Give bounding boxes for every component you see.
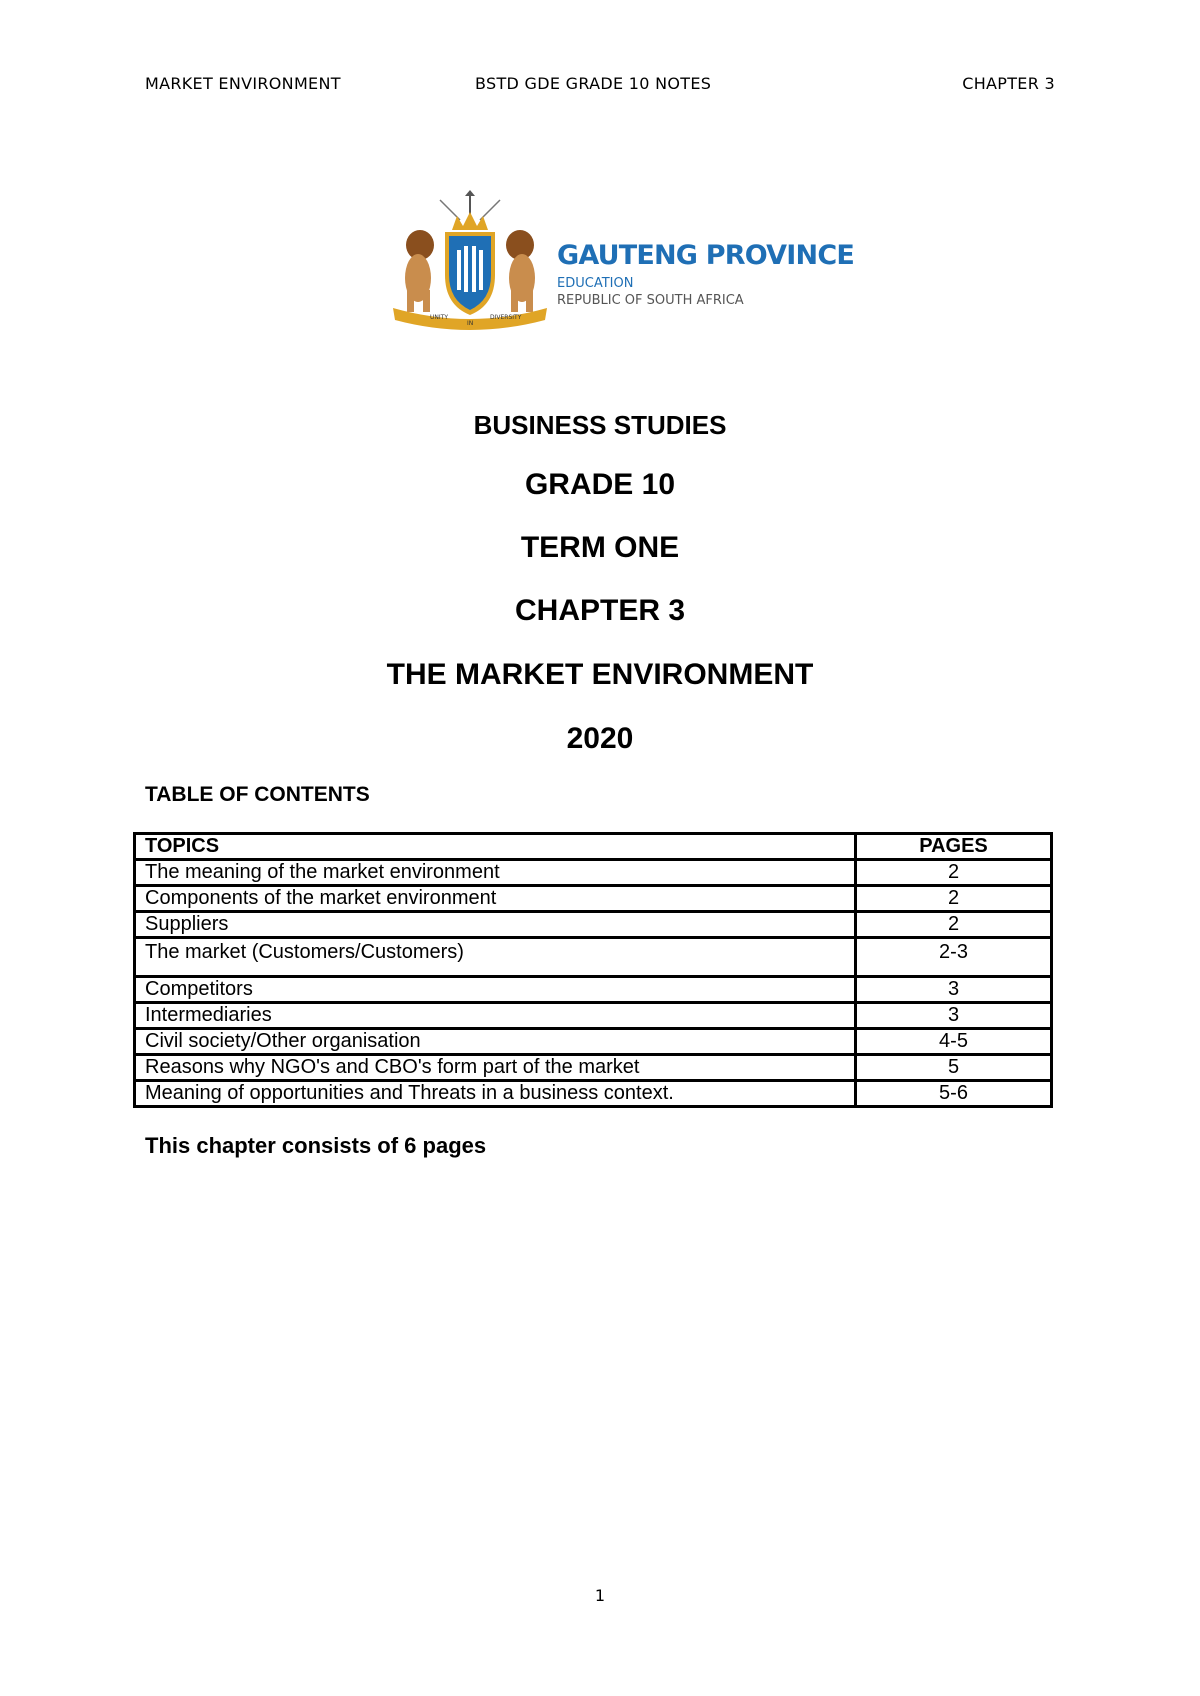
toc-pages: 3 [856,1003,1052,1029]
toc-pages: 5 [856,1055,1052,1081]
table-row [135,1055,1052,1081]
table-row [135,1081,1052,1107]
coat-of-arms-icon [385,190,555,330]
toc-pages: 2 [856,886,1052,912]
toc-topic: Competitors [135,977,856,1003]
chapter-title: CHAPTER 3 [514,594,686,627]
toc-topic: Civil society/Other organisation [135,1029,856,1055]
year-title: 2020 [566,722,634,755]
toc-topic: Components of the market environment [135,886,856,912]
motto-center: IN [467,320,474,327]
chapter-page-count-note: This chapter consists of 6 pages [145,1133,487,1158]
toc-topic: The market (Customers/Customers) [135,938,856,977]
logo-text [557,240,854,309]
table-row [135,886,1052,912]
motto-right: DIVERSITY [490,314,522,321]
toc-pages: 2 [856,860,1052,886]
header-left: MARKET ENVIRONMENT [145,74,341,93]
table-row [135,938,1052,977]
toc-topic: Suppliers [135,912,856,938]
gauteng-logo [385,190,854,330]
logo-title: GAUTENG PROVINCE [557,240,854,271]
toc-table [133,832,1053,1108]
toc-pages: 3 [856,977,1052,1003]
toc-topic: Intermediaries [135,1003,856,1029]
grade-title: GRADE 10 [524,468,676,501]
toc-col-topics: TOPICS [135,834,856,860]
toc-col-pages: PAGES [856,834,1052,860]
page-header [145,74,1055,98]
logo-subtitle-country: REPUBLIC OF SOUTH AFRICA [557,293,744,308]
table-row [135,860,1052,886]
toc-topic: The meaning of the market environment [135,860,856,886]
toc-heading: TABLE OF CONTENTS [145,783,370,806]
header-right: CHAPTER 3 [962,74,1055,93]
table-row [135,1003,1052,1029]
toc-topic: Meaning of opportunities and Threats in a business context. [135,1081,856,1107]
table-row [135,912,1052,938]
logo-subtitle-education: EDUCATION [557,276,634,291]
topic-title: THE MARKET ENVIRONMENT [386,658,814,691]
toc-pages: 5-6 [856,1081,1052,1107]
toc-pages: 4-5 [856,1029,1052,1055]
table-row [135,1029,1052,1055]
toc-header-row [135,834,1052,860]
header-center: BSTD GDE GRADE 10 NOTES [475,74,712,93]
toc-pages: 2-3 [856,938,1052,977]
term-title: TERM ONE [520,531,680,564]
motto-left: UNITY [430,314,448,321]
page-number: 1 [594,1586,606,1605]
subject-title: BUSINESS STUDIES [473,410,727,440]
table-row [135,977,1052,1003]
toc-pages: 2 [856,912,1052,938]
toc-topic: Reasons why NGO's and CBO's form part of the market [135,1055,856,1081]
